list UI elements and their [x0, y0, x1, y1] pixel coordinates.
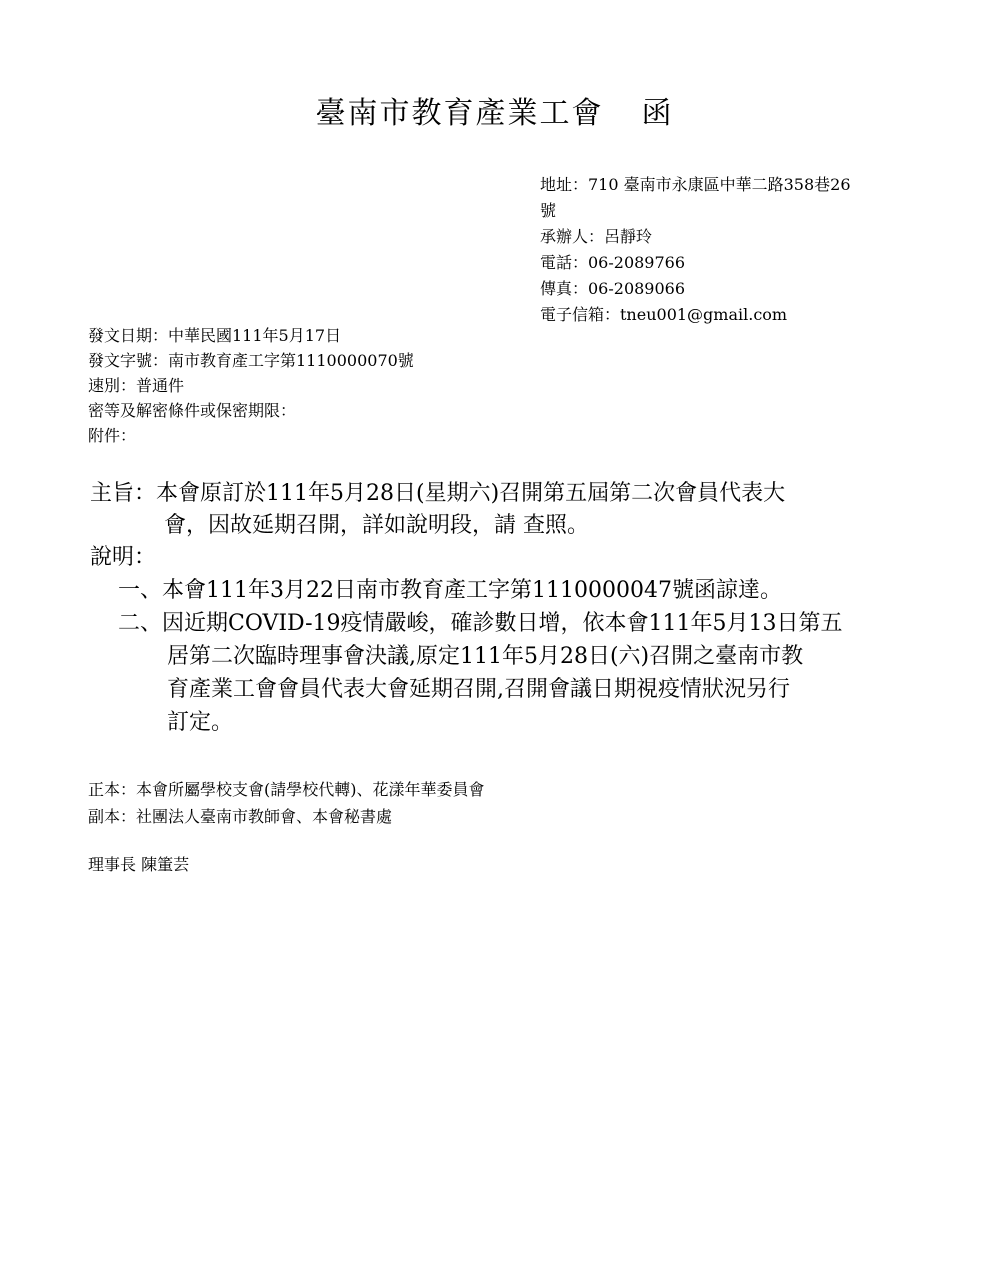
issue-date: 發文日期：中華民國111年5月17日 [88, 326, 342, 345]
sender-info [540, 172, 920, 328]
document-number: 發文字號：南市教育產工字第1110000070號 [88, 351, 414, 370]
explanation-heading: 說明： [90, 545, 157, 570]
contact-person: 承辦人：呂靜玲 [540, 227, 653, 246]
org-name: 臺南市教育產業工會 [315, 96, 604, 131]
primary-recipients: 正本：本會所屬學校支會(請學校代轉)、花漾年華委員會 [88, 780, 485, 799]
subject-line-2: 會，因故延期召開，詳如說明段，請 查照。 [164, 513, 589, 538]
address-line-1: 地址：710 臺南市永康區中華二路358巷26 [540, 175, 851, 194]
phone-number: 電話：06-2089766 [540, 253, 686, 272]
doc-type: 函 [641, 96, 674, 131]
copy-recipients: 副本：社團法人臺南市教師會、本會秘書處 [88, 807, 393, 826]
explanation-item-2-line-3: 育產業工會會員代表大會延期召開,召開會議日期視疫情狀況另行 [167, 677, 790, 702]
explanation-items [118, 574, 918, 739]
explanation-item-1: 一、本會111年3月22日南市教育產工字第1110000047號函諒達。 [118, 578, 782, 603]
explanation-item-2-line-4: 訂定。 [167, 710, 234, 735]
delivery-speed: 速別：普通件 [88, 376, 185, 395]
distribution-list [88, 776, 485, 830]
explanation-item-2-line-1: 二、因近期COVID-19疫情嚴峻，確診數日增，依本會111年5月13日第五 [118, 611, 843, 636]
attachments: 附件： [88, 426, 137, 445]
document-meta [88, 323, 414, 448]
email-address: 電子信箱：tneu001@gmail.com [540, 305, 788, 324]
address-line-2: 號 [540, 201, 557, 220]
explanation-item-2-line-2: 居第二次臨時理事會決議,原定111年5月28日(六)召開之臺南市教 [167, 644, 804, 669]
secrecy-level: 密等及解密條件或保密期限： [88, 401, 297, 420]
document-title [0, 88, 989, 132]
fax-number: 傳真：06-2089066 [540, 279, 686, 298]
subject-line-1: 主旨：本會原訂於111年5月28日(星期六)召開第五屆第二次會員代表大 [90, 481, 786, 506]
subject-section [90, 478, 910, 542]
signature: 理事長 陳箽芸 [88, 855, 190, 874]
